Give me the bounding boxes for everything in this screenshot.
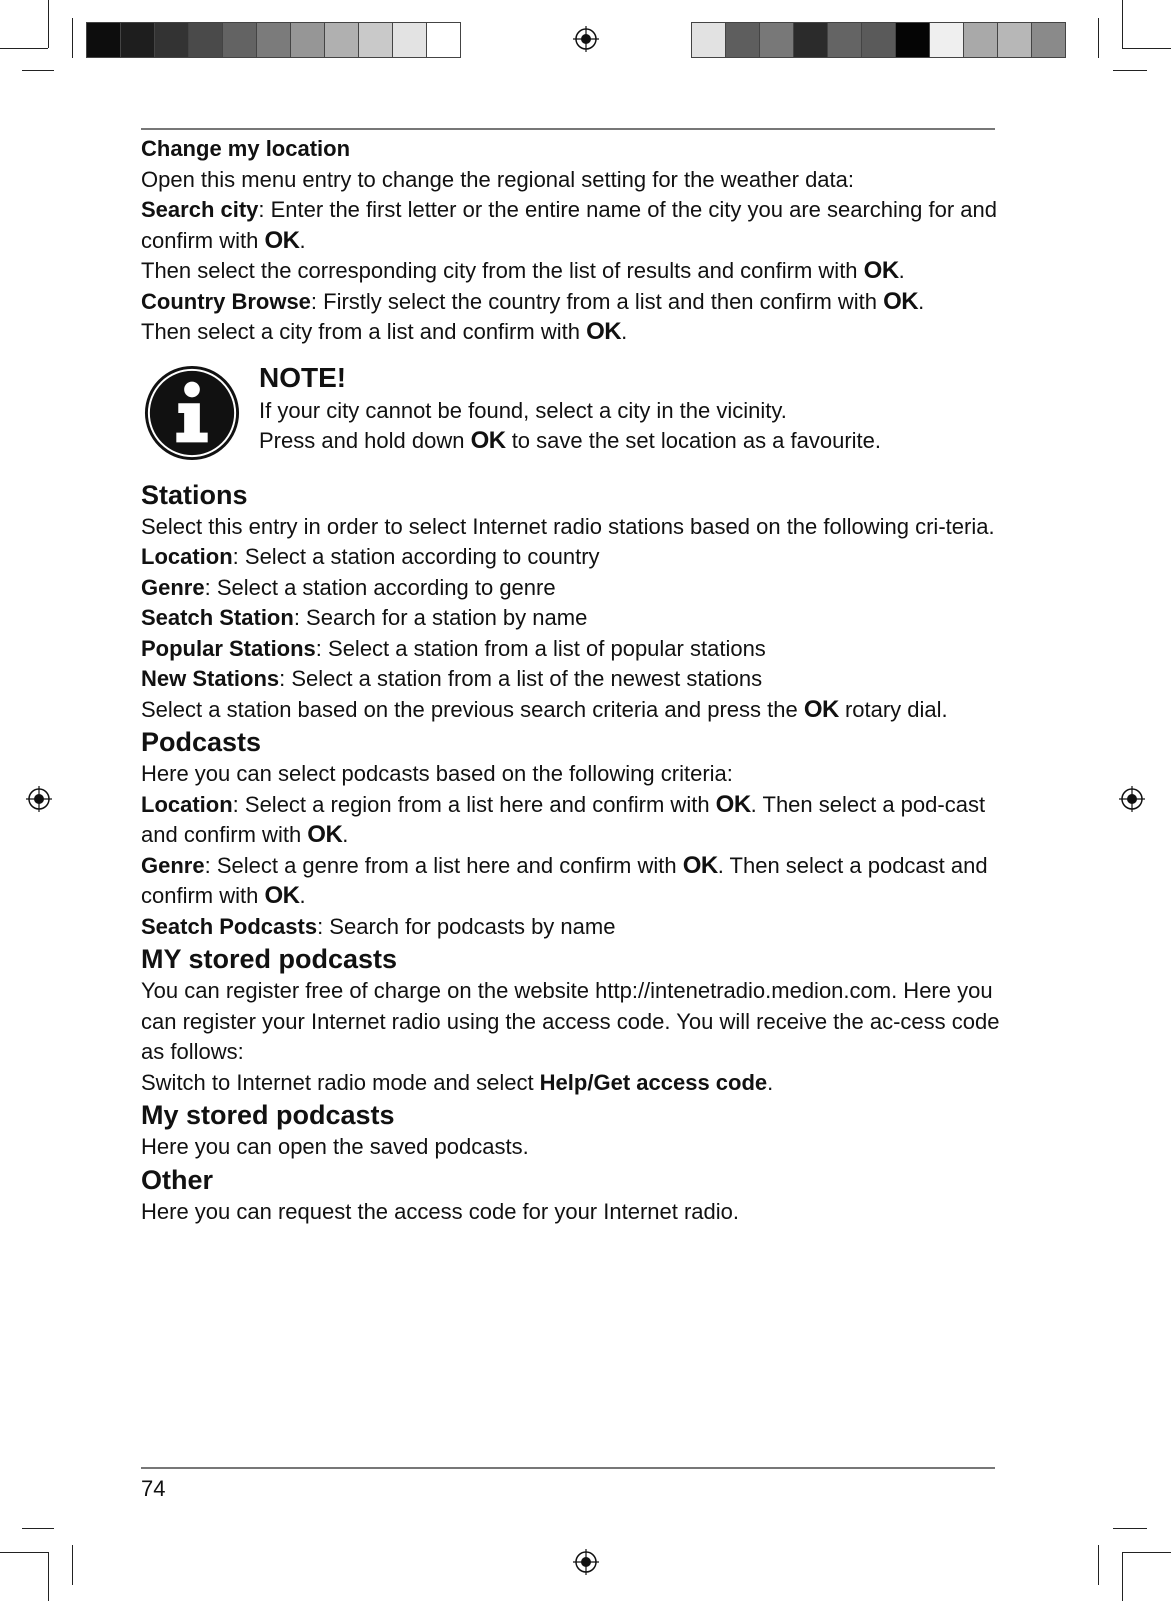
crop-mark bbox=[0, 48, 48, 49]
text: : Select a station according to country bbox=[232, 544, 600, 569]
ok-key-label: OK bbox=[264, 882, 300, 909]
separator: / bbox=[587, 1069, 594, 1095]
text: : Select a region from a list here and confirm with bbox=[232, 791, 716, 817]
term-label: Country Browse bbox=[141, 288, 311, 314]
gray-swatch bbox=[87, 23, 121, 57]
paragraph: Here you can open the saved podcasts. bbox=[141, 1134, 529, 1159]
crop-mark bbox=[1113, 1528, 1147, 1529]
paragraph: Genre: Select a genre from a list here and confirm with OK. Then select a podcast and confirm with OK. bbox=[141, 851, 988, 909]
ok-key-label: OK bbox=[307, 821, 343, 848]
crop-mark bbox=[1122, 48, 1171, 49]
term-label: Location bbox=[141, 791, 233, 817]
section-heading-my-stored-podcasts: MY stored podcasts bbox=[141, 944, 398, 974]
paragraph: You can register free of charge on the website http://intenetradio.medion.com. Here you can register your Internet radio using the access code. You will receive the ac-cess code as follows: bbox=[141, 978, 1000, 1064]
crop-mark bbox=[22, 1528, 54, 1529]
paragraph bbox=[141, 695, 1001, 726]
text: rotary dial. bbox=[838, 696, 948, 722]
menu-path-label: Help bbox=[539, 1069, 588, 1095]
text: Switch to Internet radio mode and select bbox=[141, 1069, 540, 1095]
crop-mark bbox=[72, 18, 73, 58]
term-label: Genre bbox=[141, 852, 205, 878]
gray-swatch bbox=[359, 23, 393, 57]
text: : Select a station from a list of popular stations bbox=[315, 635, 766, 661]
crop-mark bbox=[48, 1552, 49, 1601]
text: : Select a station according to genre bbox=[204, 574, 556, 600]
crop-mark bbox=[72, 1545, 73, 1585]
gray-swatch bbox=[828, 23, 862, 57]
ok-key-label: OK bbox=[863, 257, 899, 284]
ok-key-label: OK bbox=[803, 695, 839, 723]
ok-key-label: OK bbox=[586, 318, 622, 345]
crop-mark bbox=[1122, 0, 1123, 48]
info-icon bbox=[143, 364, 241, 462]
list-item bbox=[141, 573, 1001, 604]
term-label: Genre bbox=[141, 574, 205, 600]
ok-key-label: OK bbox=[682, 851, 718, 879]
text: : Search for podcasts by name bbox=[317, 913, 616, 939]
gray-swatch bbox=[930, 23, 964, 57]
text: . Then select a podcast and confirm with bbox=[141, 852, 988, 908]
text: . Then select a pod-cast and confirm with bbox=[141, 791, 986, 847]
gray-swatch bbox=[692, 23, 726, 57]
text: to save the set location as a favourite. bbox=[505, 428, 882, 453]
text: : Select a station from a list of the newest stations bbox=[279, 666, 763, 691]
paragraph: Here you can request the access code for your Internet radio. bbox=[141, 1198, 739, 1224]
top-rule bbox=[141, 128, 995, 130]
text: . bbox=[767, 1069, 774, 1095]
crop-mark bbox=[1098, 1545, 1099, 1585]
registration-mark-icon bbox=[26, 786, 52, 812]
text: Then select a city from a list and confirm with bbox=[141, 319, 587, 344]
paragraph: Location: Select a region from a list here and confirm with OK. Then select a pod-cast and confirm with OK. bbox=[141, 790, 986, 848]
menu-path-label: Get access code bbox=[593, 1069, 768, 1095]
term-label: New Stations bbox=[141, 666, 280, 691]
note-line: If your city cannot be found, select a city in the vicinity. bbox=[259, 397, 787, 423]
list-item bbox=[141, 603, 1001, 634]
section-heading-stored-podcasts: My stored podcasts bbox=[141, 1100, 395, 1130]
text: Press and hold down bbox=[259, 428, 471, 453]
crop-mark bbox=[22, 70, 54, 71]
text: : Enter the first letter or the entire name of the city you are searching for and confirm with bbox=[141, 197, 998, 253]
list-item bbox=[141, 542, 1001, 573]
term-label: Seatch Podcasts bbox=[141, 913, 318, 939]
list-item bbox=[141, 634, 1001, 665]
term-label: Location bbox=[141, 544, 233, 569]
paragraph bbox=[141, 1068, 1001, 1099]
registration-mark-icon bbox=[573, 1549, 599, 1575]
ok-key-label: OK bbox=[883, 287, 919, 315]
gray-swatch bbox=[794, 23, 828, 57]
paragraph bbox=[141, 912, 1001, 943]
term-label: Popular Stations bbox=[141, 635, 316, 661]
note-line bbox=[259, 426, 881, 457]
ok-key-label: OK bbox=[470, 427, 506, 454]
paragraph bbox=[141, 165, 1001, 196]
ok-key-label: OK bbox=[264, 226, 300, 254]
section-heading-location: Change my location bbox=[141, 136, 351, 161]
list-item bbox=[141, 664, 1001, 695]
gray-swatch bbox=[393, 23, 427, 57]
note-box bbox=[141, 360, 1001, 472]
crop-mark bbox=[48, 0, 49, 48]
section-heading-other: Other bbox=[141, 1164, 214, 1195]
term-label: Seatch Station bbox=[141, 605, 294, 630]
gray-swatch bbox=[291, 23, 325, 57]
paragraph: Then select the corresponding city from the list of results and confirm with OK. bbox=[141, 257, 905, 284]
text: : Firstly select the country from a list and then confirm with bbox=[310, 288, 884, 314]
gray-swatch bbox=[862, 23, 896, 57]
text: : Search for a station by name bbox=[293, 605, 588, 630]
note-text bbox=[259, 360, 881, 457]
paragraph: Country Browse: Firstly select the country from a list and then confirm with OK. bbox=[141, 287, 925, 315]
gray-swatch bbox=[964, 23, 998, 57]
text: Select a station based on the previous search criteria and press the bbox=[141, 696, 804, 722]
paragraph: Here you can select podcasts based on the following criteria: bbox=[141, 761, 733, 786]
gray-swatch bbox=[155, 23, 189, 57]
gray-swatch bbox=[189, 23, 223, 57]
note-title: NOTE! bbox=[259, 361, 347, 393]
crop-mark bbox=[1113, 70, 1147, 71]
term-label: Search city bbox=[141, 197, 259, 222]
section-heading-podcasts: Podcasts bbox=[141, 727, 262, 757]
bottom-rule bbox=[141, 1467, 995, 1469]
grayscale-bar-left bbox=[86, 22, 461, 58]
gray-swatch bbox=[121, 23, 155, 57]
registration-mark-icon bbox=[1119, 786, 1145, 812]
gray-swatch bbox=[223, 23, 257, 57]
ok-key-label: OK bbox=[715, 790, 751, 818]
crop-mark bbox=[1122, 1552, 1123, 1601]
gray-swatch bbox=[1032, 23, 1065, 57]
crop-mark bbox=[1122, 1552, 1171, 1553]
registration-mark-icon bbox=[573, 26, 599, 52]
crop-mark bbox=[1098, 18, 1099, 58]
gray-swatch bbox=[896, 23, 930, 57]
gray-swatch bbox=[760, 23, 794, 57]
gray-swatch bbox=[726, 23, 760, 57]
page-content bbox=[141, 134, 1001, 1227]
paragraph: Select this entry in order to select Internet radio stations based on the following cri-teria. bbox=[141, 513, 995, 539]
gray-swatch bbox=[325, 23, 359, 57]
paragraph: Then select a city from a list and confirm with OK. bbox=[141, 318, 628, 345]
text: Open this menu entry to change the regional setting for the weather data: bbox=[141, 166, 855, 192]
gray-swatch bbox=[998, 23, 1032, 57]
gray-swatch bbox=[257, 23, 291, 57]
section-heading-stations: Stations bbox=[141, 479, 248, 510]
page-number: 74 bbox=[141, 1476, 166, 1501]
grayscale-bar-right bbox=[691, 22, 1066, 58]
crop-mark bbox=[0, 1552, 48, 1553]
text: Then select the corresponding city from the list of results and confirm with bbox=[141, 258, 864, 283]
gray-swatch bbox=[427, 23, 460, 57]
paragraph: Search city: Enter the first letter or the entire name of the city you are searching for and confirm with OK. bbox=[141, 197, 998, 254]
text: : Select a genre from a list here and confirm with bbox=[204, 852, 683, 878]
